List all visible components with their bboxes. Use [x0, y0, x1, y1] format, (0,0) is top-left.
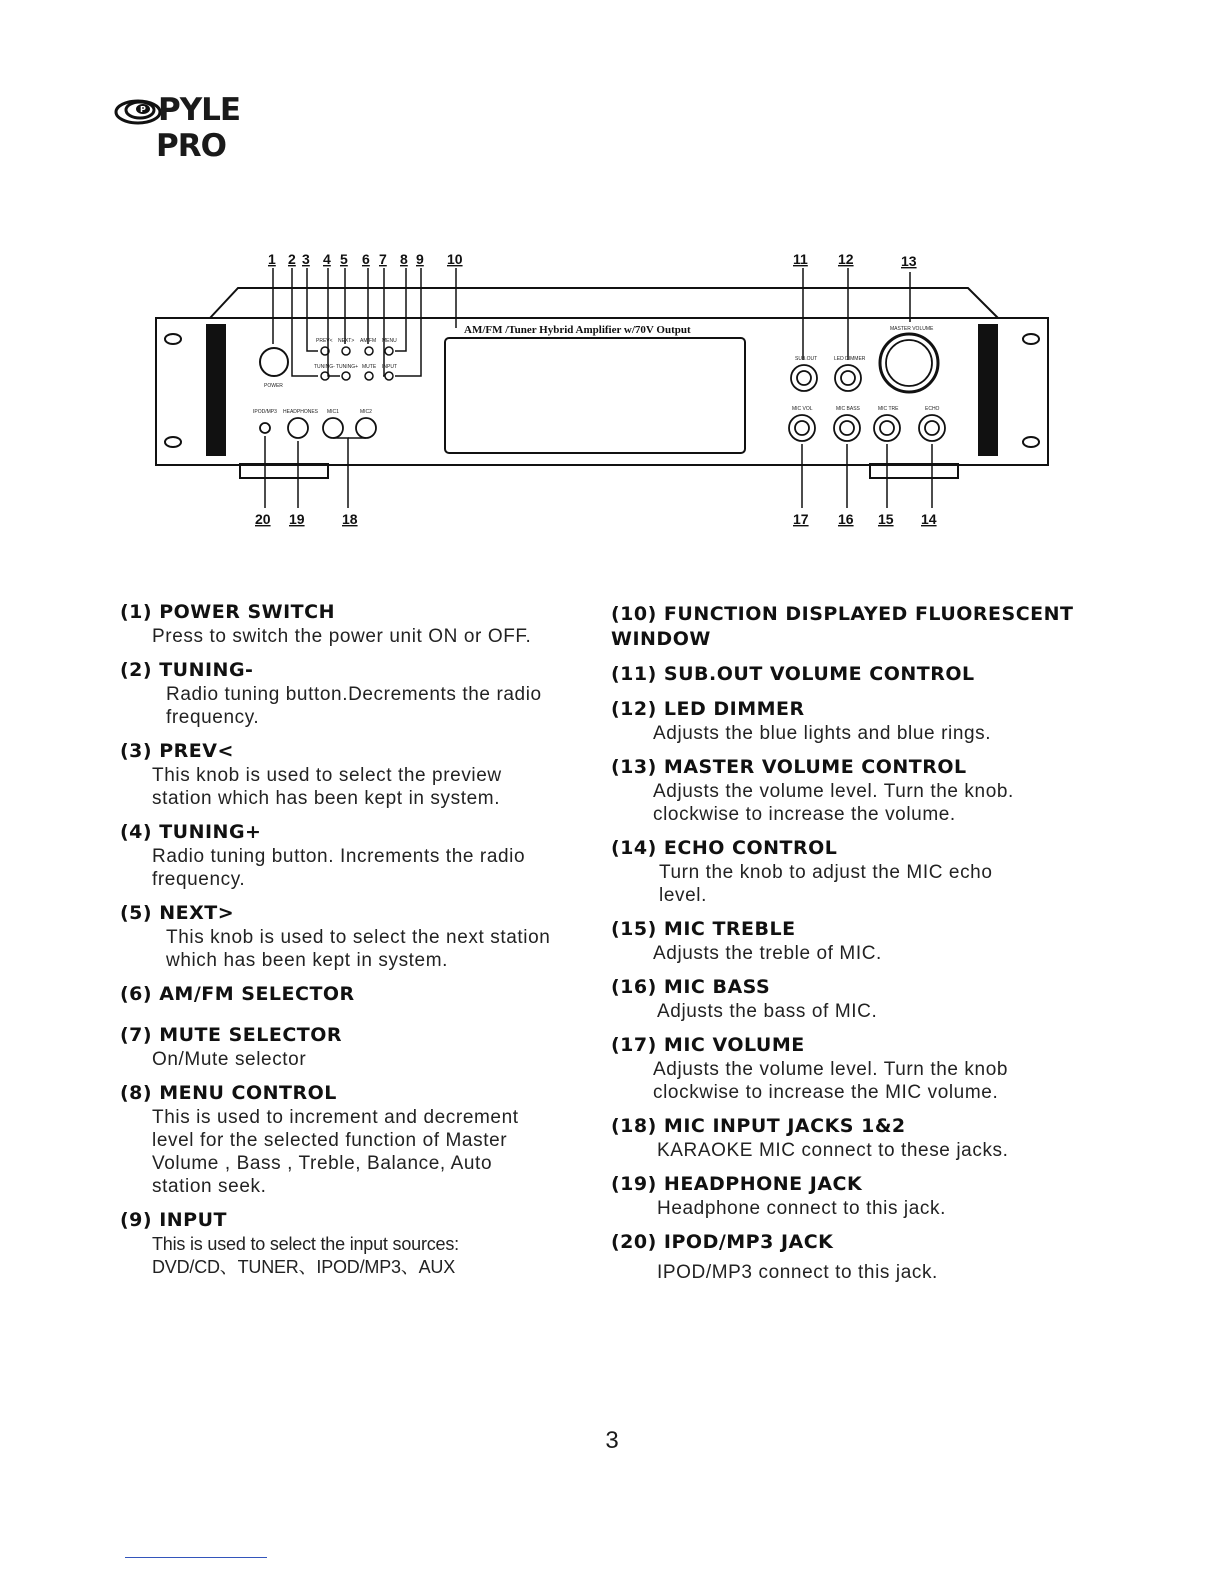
svg-text:SUB.OUT: SUB.OUT	[795, 356, 818, 362]
callout-10: 10	[447, 251, 463, 267]
svg-text:AM/FM: AM/FM	[360, 338, 377, 344]
svg-text:TUNING-: TUNING-	[314, 364, 335, 370]
callout-11: 11	[793, 251, 808, 267]
jack-labels	[253, 409, 372, 415]
svg-text:P: P	[140, 105, 146, 114]
chassis-outline	[156, 288, 1048, 478]
callout-1: 1	[268, 251, 276, 267]
page-number: 3	[605, 1427, 619, 1454]
svg-text:NEXT>: NEXT>	[338, 338, 355, 344]
desc-item-5: (5) NEXT> This knob is used to select the next station which has been kept in system.	[120, 902, 551, 971]
callout-6: 6	[362, 251, 370, 267]
svg-text:MUTE: MUTE	[362, 364, 377, 370]
callout-4: 4	[323, 251, 331, 267]
callout-lines	[265, 268, 932, 508]
power-switch[interactable]	[260, 348, 288, 389]
brand-line-2: PRO	[156, 128, 226, 164]
desc-item-8: (8) MENU CONTROL This is used to increment and decrement level for the selected function of Master Volume , Bass , Treble, Balance, Auto station seek.	[120, 1082, 519, 1197]
svg-text:MASTER VOLUME: MASTER VOLUME	[890, 326, 934, 332]
callout-20: 20	[255, 511, 271, 527]
desc-item-1: (1) POWER SWITCH Press to switch the power unit ON or OFF.	[120, 601, 532, 647]
svg-text:INPUT: INPUT	[382, 364, 397, 370]
desc-item-6: (6) AM/FM SELECTOR	[120, 983, 355, 1005]
svg-text:ECHO: ECHO	[925, 406, 940, 412]
desc-item-20: (20) IPOD/MP3 JACK IPOD/MP3 connect to this jack.	[611, 1231, 938, 1283]
svg-text:MENU: MENU	[382, 338, 397, 344]
right-description-column	[611, 602, 1081, 1294]
svg-text:PREV<: PREV<	[316, 338, 333, 344]
desc-item-4: (4) TUNING+ Radio tuning button. Increments the radio frequency.	[120, 821, 526, 890]
power-label: POWER	[264, 383, 283, 389]
brand-logo	[112, 92, 292, 172]
svg-text:LED DIMMER: LED DIMMER	[834, 356, 866, 362]
svg-text:MIC2: MIC2	[360, 409, 372, 415]
svg-text:MIC1: MIC1	[327, 409, 339, 415]
rotary-knobs[interactable]	[789, 334, 945, 441]
desc-item-3: (3) PREV< This knob is used to select the preview station which has been kept in system.	[120, 740, 502, 809]
panel-model-title: AM/FM /Tuner Hybrid Amplifier w/70V Output	[464, 324, 691, 336]
svg-text:TUNING+: TUNING+	[336, 364, 359, 370]
desc-item-7: (7) MUTE SELECTOR On/Mute selector	[120, 1024, 343, 1070]
svg-text:MIC BASS: MIC BASS	[836, 406, 860, 412]
desc-item-9: (9) INPUT This is used to select the input sources: DVD/CD、TUNER、IPOD/MP3、AUX	[120, 1209, 459, 1277]
callout-8: 8	[400, 251, 408, 267]
callout-18: 18	[342, 511, 358, 527]
left-description-column	[120, 600, 620, 1289]
desc-item-2: (2) TUNING- Radio tuning button.Decrements the radio frequency.	[120, 659, 542, 728]
desc-item-18: (18) MIC INPUT JACKS 1&2 KARAOKE MIC connect to these jacks.	[611, 1115, 1009, 1161]
front-panel-diagram	[140, 238, 1060, 538]
desc-item-19: (19) HEADPHONE JACK Headphone connect to this jack.	[611, 1173, 946, 1219]
desc-item-16: (16) MIC BASS Adjusts the bass of MIC.	[611, 976, 878, 1022]
callout-12: 12	[838, 251, 854, 267]
svg-text:MIC TRE: MIC TRE	[878, 406, 899, 412]
callout-13: 13	[901, 253, 917, 269]
svg-text:MIC VOL: MIC VOL	[792, 406, 813, 412]
callout-19: 19	[289, 511, 305, 527]
desc-item-11: (11) SUB.OUT VOLUME CONTROL	[611, 663, 975, 685]
callout-2: 2	[288, 251, 296, 267]
callout-5: 5	[340, 251, 348, 267]
footer-rule	[125, 1557, 267, 1558]
callout-7: 7	[379, 251, 387, 267]
callout-3: 3	[302, 251, 310, 267]
callout-15: 15	[878, 511, 894, 527]
bottom-callout-numbers	[255, 511, 937, 527]
callout-14: 14	[921, 511, 937, 527]
front-jacks[interactable]	[260, 418, 376, 438]
desc-item-15: (15) MIC TREBLE Adjusts the treble of MIC.	[611, 918, 882, 964]
callout-17: 17	[793, 511, 809, 527]
fluorescent-display	[445, 338, 745, 453]
desc-item-14: (14) ECHO CONTROL Turn the knob to adjust the MIC echo level.	[611, 837, 993, 906]
brand-line-1: PYLE	[158, 92, 241, 128]
svg-text:HEADPHONES: HEADPHONES	[283, 409, 319, 415]
desc-item-10: (10) FUNCTION DISPLAYED FLUORESCENT WINDOW	[611, 603, 1074, 650]
callout-16: 16	[838, 511, 854, 527]
top-callout-numbers	[268, 251, 917, 269]
desc-item-12: (12) LED DIMMER Adjusts the blue lights and blue rings.	[611, 698, 992, 744]
svg-text:IPOD/MP3: IPOD/MP3	[253, 409, 277, 415]
rack-handles	[165, 324, 1039, 456]
desc-item-13: (13) MASTER VOLUME CONTROL Adjusts the volume level. Turn the knob. clockwise to increase the volume.	[611, 756, 1014, 825]
callout-9: 9	[416, 251, 424, 267]
desc-item-17: (17) MIC VOLUME Adjusts the volume level. Turn the knob clockwise to increase the MIC volume.	[611, 1034, 1009, 1103]
